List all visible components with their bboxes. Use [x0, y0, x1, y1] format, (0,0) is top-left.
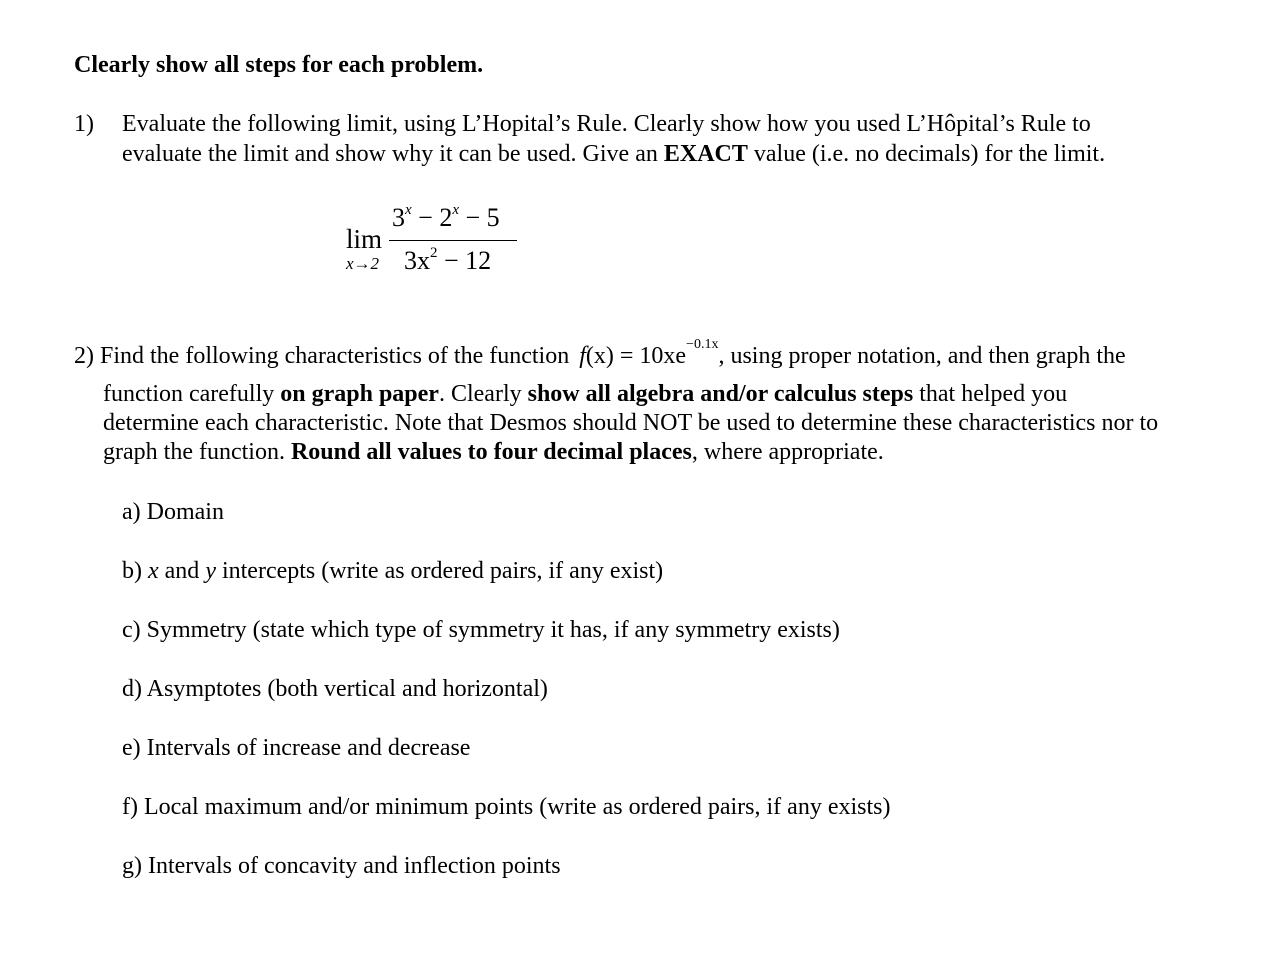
limit-denominator	[404, 246, 491, 276]
item-g: g) Intervals of concavity and inflection points	[122, 853, 561, 879]
num-term-2: − 2	[411, 203, 453, 232]
problem1-line2-post: value (i.e. no decimals) for the limit.	[747, 141, 1106, 167]
page-heading: Clearly show all steps for each problem.	[74, 52, 484, 78]
item-e: e) Intervals of increase and decrease	[122, 735, 471, 761]
item-b-and: and	[158, 558, 206, 584]
num-term-5: − 5	[459, 203, 500, 232]
problem2-line2	[103, 381, 1067, 408]
num-exp-a: x	[405, 202, 412, 219]
func-exponent: −0.1x	[686, 337, 719, 352]
problem2-line3: determine each characteristic. Note that Desmos should NOT be used to determine these characteristics nor to	[103, 410, 1159, 436]
problem1-line1: Evaluate the following limit, using L’Hopital’s Rule. Clearly show how you used L’Hôpital’s Rule to	[122, 111, 1091, 137]
problem1-number: 1)	[74, 111, 94, 137]
func-body: (x) = 10xe	[585, 343, 687, 369]
den-exp: 2	[430, 245, 438, 262]
problem1-line2-pre: evaluate the limit and show why it can be used. Give an	[122, 141, 664, 167]
func-f: f	[579, 343, 586, 369]
item-f: f) Local maximum and/or minimum points (write as ordered pairs, if any exists)	[122, 794, 891, 820]
problem2-line2-post: that helped you	[913, 381, 1068, 407]
item-b	[122, 558, 663, 585]
problem2-show-steps: show all algebra and/or calculus steps	[527, 381, 914, 407]
num-term-3: 3	[392, 203, 405, 232]
item-d: d) Asymptotes (both vertical and horizontal)	[122, 676, 548, 702]
problem2-line1	[74, 337, 1126, 370]
problem1-exact: EXACT	[663, 141, 748, 167]
problem2-line4-pre: graph the function.	[103, 439, 291, 465]
problem2-line1-post: , using proper notation, and then graph the	[718, 343, 1126, 369]
limit-subscript: x→2	[346, 254, 380, 273]
problem2-line2-pre: function carefully	[103, 381, 281, 407]
problem2-line1-pre: 2) Find the following characteristics of the function	[74, 343, 576, 369]
item-c: c) Symmetry (state which type of symmetry it has, if any symmetry exists)	[122, 617, 840, 643]
limit-numerator	[392, 203, 500, 233]
problem2-round: Round all values to four decimal places	[290, 439, 692, 465]
den-term-3x: 3x	[404, 246, 430, 275]
item-b-pre: b)	[122, 558, 148, 584]
problem2-line4-post: , where appropriate.	[691, 439, 884, 465]
problem2-line4	[103, 439, 884, 466]
num-exp-b: x	[452, 202, 460, 219]
fraction-bar	[389, 240, 517, 241]
den-term-12: − 12	[437, 246, 492, 275]
item-b-y: y	[205, 558, 216, 584]
problem1-line2	[122, 141, 1105, 168]
problem2-line2-mid: . Clearly	[438, 381, 528, 407]
item-a: a) Domain	[122, 499, 224, 525]
item-b-x: x	[148, 558, 159, 584]
limit-lim: lim	[346, 224, 383, 254]
problem2-graph-paper: on graph paper	[280, 381, 439, 407]
item-b-post: intercepts (write as ordered pairs, if any exist)	[215, 558, 664, 584]
